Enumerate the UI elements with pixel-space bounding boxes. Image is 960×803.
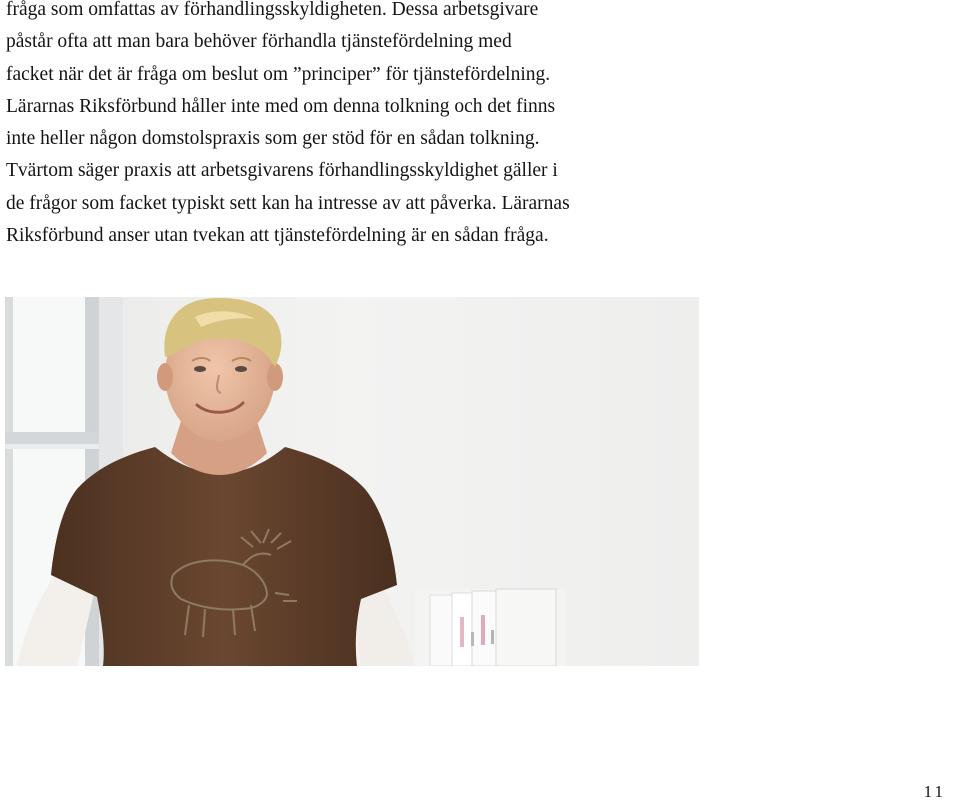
text-line: inte heller någon domstolspraxis som ger stöd för en sådan tolkning.: [6, 128, 540, 150]
text-line: Tvärtom säger praxis att arbetsgivarens förhandlingsskyldighet gäller i: [6, 160, 558, 182]
text-line: Lärarnas Riksförbund håller inte med om denna tolkning och det finns: [6, 95, 556, 117]
text-line: påstår ofta att man bara behöver förhandla tjänstefördelning med: [6, 31, 512, 53]
page-number: 11: [923, 782, 946, 801]
body-text: [6, 0, 956, 252]
portrait-photo: [5, 297, 699, 666]
shirt: [51, 447, 397, 666]
text-line: facket när det är fråga om beslut om ”principer” för tjänstefördelning.: [6, 63, 551, 85]
text-line: fråga som omfattas av förhandlingsskyldigheten. Dessa arbetsgivare: [6, 0, 539, 20]
binders: [415, 589, 565, 666]
text-line: Riksförbund anser utan tvekan att tjänstefördelning är en sådan fråga.: [6, 225, 549, 247]
text-line: de frågor som facket typiskt sett kan ha intresse av att påverka. Lärarnas: [6, 192, 570, 214]
